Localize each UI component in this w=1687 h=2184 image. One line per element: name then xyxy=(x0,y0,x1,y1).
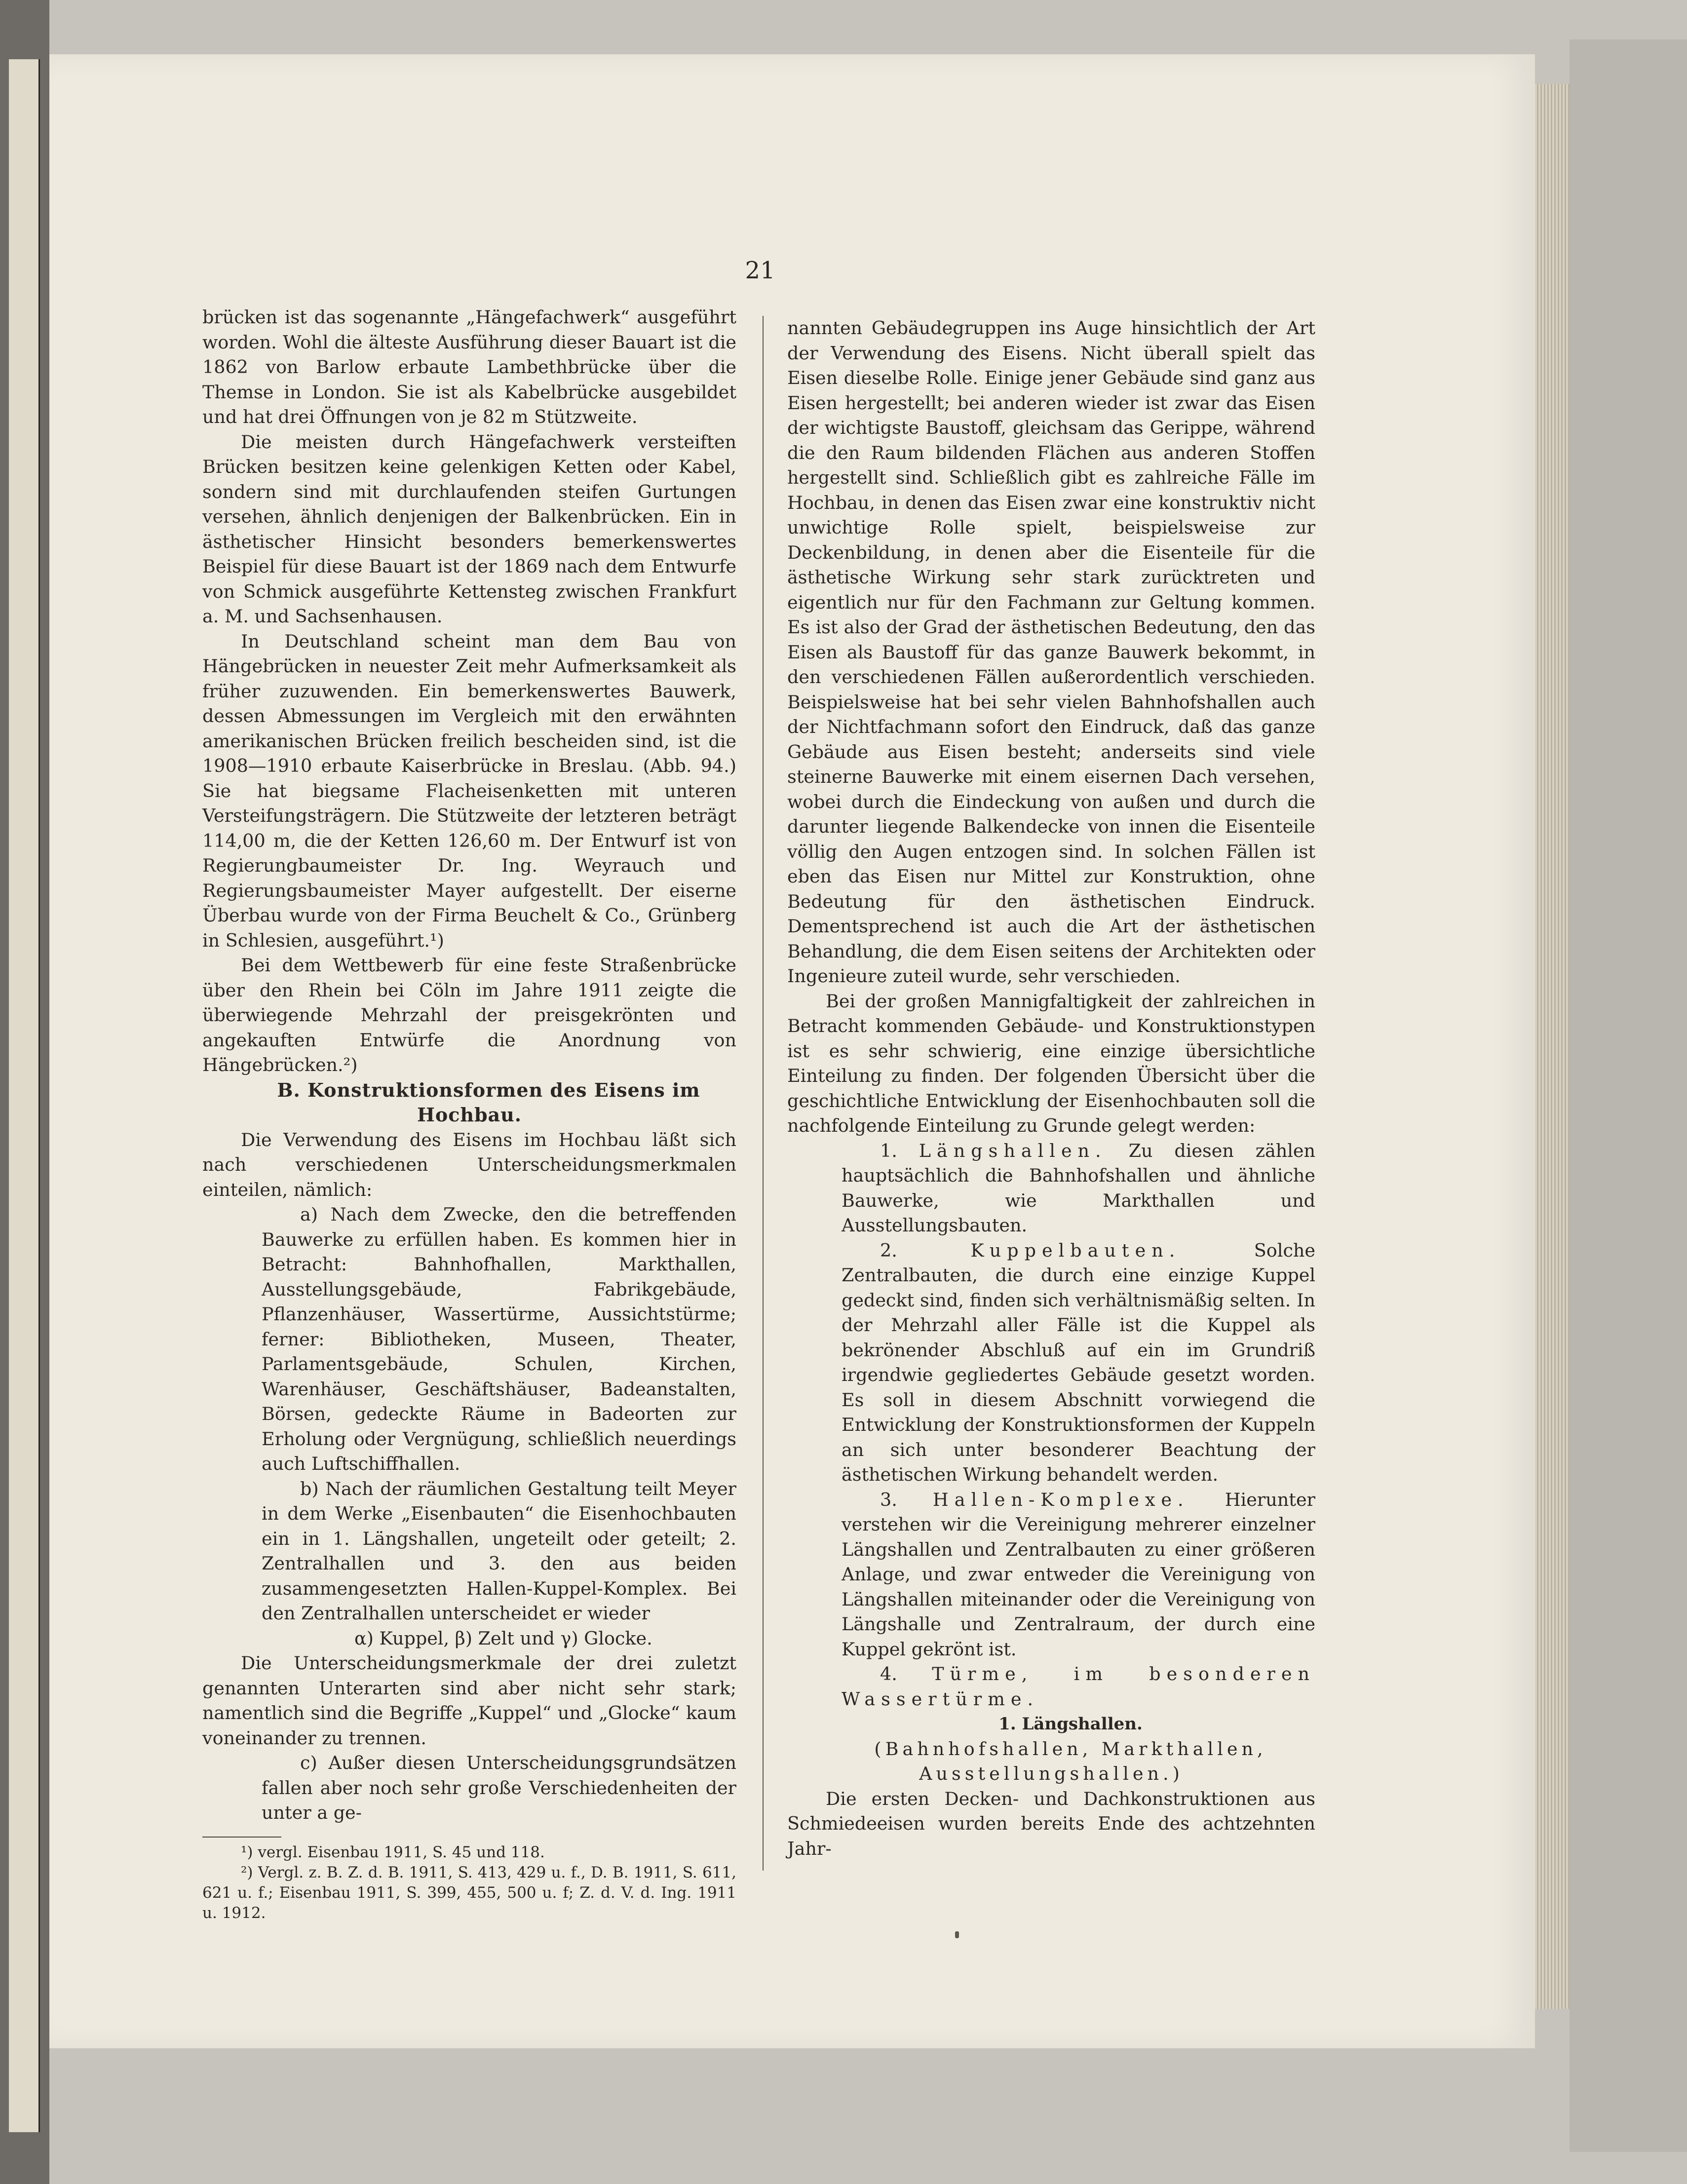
footnote-rule xyxy=(202,1837,281,1838)
item-term: Türme, im besonderen Wassertürme. xyxy=(842,1663,1315,1710)
subsection-subtitle: (Bahnhofshallen, Markthallen, Ausstellungshallen.) xyxy=(874,1738,1267,1784)
right-column xyxy=(787,316,1315,1861)
numbered-item-4 xyxy=(787,1662,1315,1712)
paragraph: Bei dem Wettbewerb für eine feste Straßenbrücke über den Rhein bei Cöln im Jahre 1911 zeigte die überwiegende Mehrzahl der preisgekrönten und angekauften Entwürfe die Anordnung von Hängebrücken.²) xyxy=(202,955,736,1075)
list-item-b: b) Nach der räumlichen Gestaltung teilt Meyer in dem Werke „Eisenbauten“ die Eisenhochbauten ein in 1. Längshallen, ungeteilt oder geteilt; 2. Zentralhallen und 3. den aus beiden zusammengesetzten Hallen-Kuppel-Komplex. Bei den Zentralhallen unterscheidet er wieder xyxy=(262,1478,736,1624)
paragraph: nannten Gebäudegruppen ins Auge hinsichtlich der Art der Verwendung des Eisens. Nicht überall spielt das Eisen dieselbe Rolle. Einige jener Gebäude sind ganz aus Eisen hergestellt; bei anderen wieder ist zwar das Eisen der wichtigste Baustoff, gleichsam das Gerippe, während die den Raum bildenden Flächen aus anderen Stoffen hergestellt sind. Schließlich gibt es zahlreiche Fälle im Hochbau, in denen das Eisen zwar eine konstruktiv nicht unwichtige Rolle spielt, beispielsweise zur Deckenbildung, in denen aber die Eisenteile für die ästhetische Wirkung sehr stark zurücktreten und eigentlich nur für den Fachmann zur Geltung kommen. Es ist also der Grad der ästhetischen Bedeutung, den das Eisen als Baustoff für das ganze Bauwerk bekommt, in den verschiedenen Fällen außerordentlich verschieden. Beispielsweise hat bei sehr vielen Bahnhofshallen auch der Nichtfachmann sofort den Eindruck, daß das ganze Gebäude aus Eisen besteht; anderseits sind viele steinerne Bauwerke mit einem eisernen Dach versehen, wobei durch die Eindeckung von außen und durch die darunter liegende Balkendecke von innen die Eisenteile völlig den Augen entzogen sind. In solchen Fällen ist eben das Eisen nur Mittel zur Konstruktion, ohne Bedeutung für den ästhetischen Eindruck. Dementsprechend ist auch die Art der ästhetischen Behandlung, die dem Eisen seitens der Architekten oder Ingenieure zuteil wurde, sehr verschieden. xyxy=(787,317,1315,987)
numbered-item-1 xyxy=(787,1139,1315,1238)
paragraph: Bei der großen Mannigfaltigkeit der zahlreichen in Betracht kommenden Gebäude- und Konstruktionstypen ist es sehr schwierig, eine einzige übersichtliche Einteilung zu finden. Der folgenden Übersicht über die geschichtliche Entwicklung der Eisenhochbauten soll die nachfolgende Einteilung zu Grunde gelegt werden: xyxy=(787,990,1315,1136)
subsection-heading: 1. Längshallen. xyxy=(998,1714,1143,1734)
item-number: 2. xyxy=(880,1239,897,1261)
item-text: Solche Zentralbauten, die durch eine einzige Kuppel gedeckt sind, finden sich verhältnismäßig selten. In der Mehrzahl aller Fälle ist die Kuppel als bekrönender Abschluß auf ein im Grundriß irgendwie gegliedertes Gebäude gesetzt worden. Es soll in diesem Abschnitt vorwiegend die Entwicklung der Konstruktionsformen der Kuppeln an sich unter besonderer Beachtung der ästhetischen Wirkung behandelt werden. xyxy=(842,1239,1316,1485)
numbered-item-3 xyxy=(787,1488,1315,1662)
page-stack-edge xyxy=(1535,84,1570,2009)
section-heading: B. Konstruktionsformen des Eisens im Hochbau. xyxy=(277,1078,700,1126)
footnote: ²) Vergl. z. B. Z. d. B. 1911, S. 413, 429 u. f., D. B. 1911, S. 611, 621 u. f.; Eisenbau 1911, S. 399, 455, 500 u. f; Z. d. V. d. Ing. 1911 u. 1912. xyxy=(202,1863,736,1922)
item-term: Hallen-Komplexe. xyxy=(932,1489,1189,1510)
list-subitem: α) Kuppel, β) Zelt und γ) Glocke. xyxy=(354,1627,652,1649)
item-text: Hierunter verstehen wir die Vereinigung mehrerer einzelner Längshallen und Zentralbauten zu einer größeren Anlage, und zwar entweder die Vereinigung von Längshallen miteinander oder die Vereinigung von Längshalle und Zentralraum, der durch eine Kuppel gekrönt ist. xyxy=(842,1489,1315,1660)
page-number: 21 xyxy=(745,257,775,284)
paragraph: Die Unterscheidungsmerkmale der drei zuletzt genannten Unterarten sind aber nicht sehr stark; namentlich sind die Begriffe „Kuppel“ und „Glocke“ kaum voneinander zu trennen. xyxy=(202,1652,736,1749)
column-divider xyxy=(763,316,764,1871)
paragraph: brücken ist das sogenannte „Hängefachwerk“ ausgeführt worden. Wohl die älteste Ausführung dieser Bauart ist die 1862 von Barlow erbaute Lambethbrücke über die Themse in London. Sie ist als Kabelbrücke ausgebildet und hat drei Öffnungen von je 82 m Stützweite. xyxy=(202,307,736,427)
item-number: 3. xyxy=(880,1489,897,1510)
paragraph: Die meisten durch Hängefachwerk versteiften Brücken besitzen keine gelenkigen Ketten oder Kabel, sondern sind mit durchlaufenden steifen Gurtungen versehen, ähnlich denjenigen der Balkenbrücken. Ein in ästhetischer Hinsicht besonders bemerkenswertes Beispiel für diese Bauart ist der 1869 nach dem Entwurfe von Schmick ausgeführte Kettensteg zwischen Frankfurt a. M. und Sachsenhausen. xyxy=(202,431,736,627)
left-column xyxy=(202,305,736,1923)
paragraph: Die Verwendung des Eisens im Hochbau läßt sich nach verschiedenen Unterscheidungsmerkmalen einteilen, nämlich: xyxy=(202,1129,736,1200)
paper-speck xyxy=(955,1931,959,1938)
left-page-edge xyxy=(9,59,40,2132)
numbered-item-2 xyxy=(787,1238,1315,1488)
list-item-c: c) Außer diesen Unterscheidungsgrundsätzen fallen aber noch sehr große Verschiedenheiten der unter a ge- xyxy=(262,1752,736,1823)
item-term: Längshallen. xyxy=(919,1140,1107,1161)
item-number: 4. xyxy=(880,1663,897,1685)
item-text: Zu diesen zählen hauptsächlich die Bahnhofshallen und ähnliche Bauwerke, wie Markthallen und Ausstellungsbauten. xyxy=(842,1140,1315,1236)
item-term: Kuppelbauten. xyxy=(970,1239,1181,1261)
right-book-cover xyxy=(1570,39,1687,2152)
list-item-a: a) Nach dem Zwecke, den die betreffenden Bauwerke zu erfüllen haben. Es kommen hier in Betracht: Bahnhofhallen, Markthallen, Ausstellungsgebäude, Fabrikgebäude, Pflanzenhäuser, Wassertürme, Aussichtstürme; ferner: Bibliotheken, Museen, Theater, Parlamentsgebäude, Schulen, Kirchen, Warenhäuser, Geschäftshäuser, Badeanstalten, Börsen, gedeckte Räume in Badeorten zur Erholung oder Vergnügung, schließlich neuerdings auch Luftschiffhallen. xyxy=(262,1204,736,1474)
paragraph: Die ersten Decken- und Dachkonstruktionen aus Schmiedeeisen wurden bereits Ende des achtzehnten Jahr- xyxy=(787,1788,1315,1859)
item-number: 1. xyxy=(880,1140,897,1161)
paragraph: In Deutschland scheint man dem Bau von Hängebrücken in neuester Zeit mehr Aufmerksamkeit als früher zuzuwenden. Ein bemerkenswertes Bauwerk, dessen Abmessungen im Vergleich mit den erwähnten amerikanischen Brücken freilich bescheiden sind, ist die 1908—1910 erbaute Kaiserbrücke in Breslau. (Abb. 94.) Sie hat biegsame Flacheisenketten mit unteren Versteifungsträgern. Die Stützweite der letzteren beträgt 114,00 m, die der Ketten 126,60 m. Der Entwurf ist von Regierungbaumeister Dr. Ing. Weyrauch und Regierungsbaumeister Mayer aufgestellt. Der eiserne Überbau wurde von der Firma Beuchelt & Co., Grünberg in Schlesien, ausgeführt.¹) xyxy=(202,630,736,951)
footnote: ¹) vergl. Eisenbau 1911, S. 45 und 118. xyxy=(241,1843,545,1861)
